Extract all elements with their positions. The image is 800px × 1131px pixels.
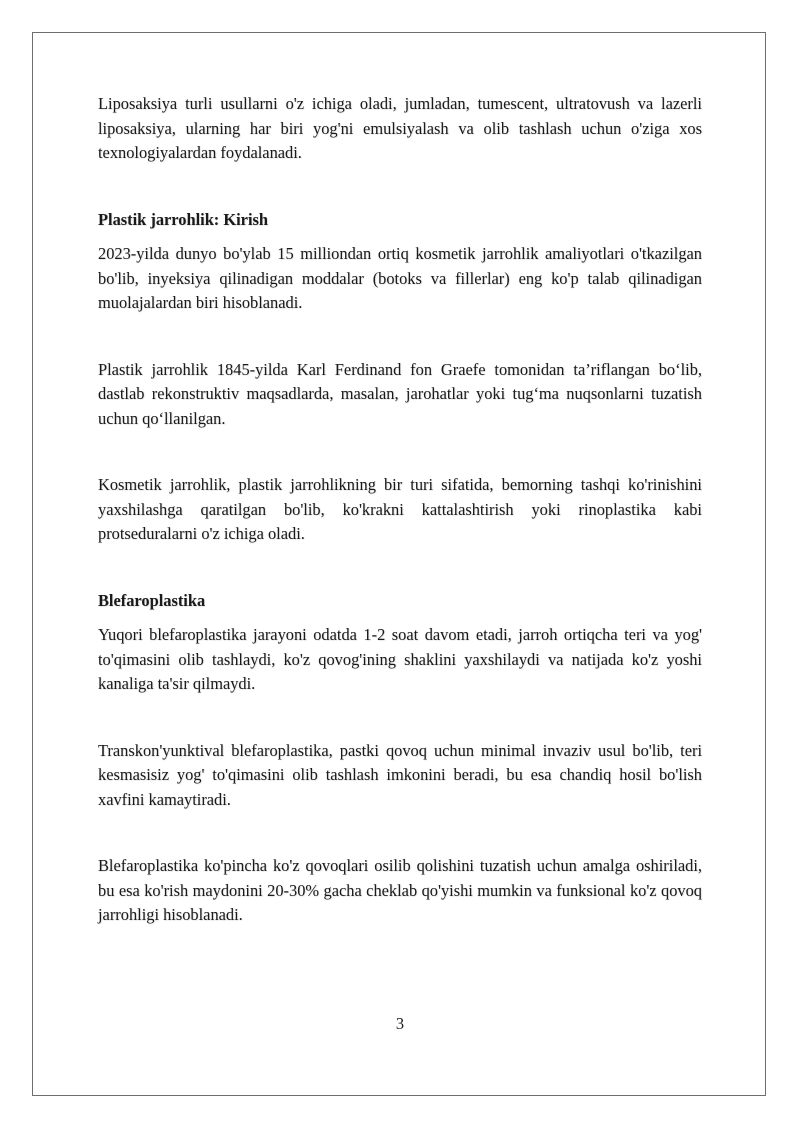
paragraph-liposuction-methods: Liposaksiya turli usullarni o'z ichiga oladi, jumladan, tumescent, ultratovush va lazerli liposaksiya, ularning har biri yog'ni emulsiyalash va olib tashlash uchun o'ziga xos texnologiyalardan foydalanadi. — [98, 94, 702, 162]
paragraph-functional-blepharoplasty: Blefaroplastika ko'pincha ko'z qovoqlari osilib qolishini tuzatish uchun amalga oshiriladi, bu esa ko'rish maydonini 20-30% gacha cheklab qo'yishi mumkin va funksional ko'z qovoq jarrohligi hisoblanadi. — [98, 856, 702, 924]
paragraph-plastic-surgery-history: Plastik jarrohlik 1845-yilda Karl Ferdinand fon Graefe tomonidan ta’riflangan bo‘lib, dastlab rekonstruktiv maqsadlarda, masalan, jarohatlar yoki tug‘ma nuqsonlarni tuzatish uchun qo‘llanilgan. — [98, 359, 702, 428]
paragraph-cosmetic-surgery-definition: Kosmetik jarrohlik, plastik jarrohlikning bir turi sifatida, bemorning tashqi ko'rinishini yaxshilashga qaratilgan bo'lib, ko'krakni kattalashtirish yoki rinoplastika kabi protseduralarni o'z ichiga oladi. — [98, 475, 702, 543]
page-number: 3 — [395, 1014, 405, 1033]
heading-blepharoplasty: Blefaroplastika — [98, 590, 206, 610]
paragraph-cosmetic-surgery-stats: 2023-yilda dunyo bo'ylab 15 milliondan ortiq kosmetik jarrohlik amaliyotlari o'tkazilgan bo'lib, inyeksiya qilinadigan moddalar (botoks va fillerlar) eng ko'p talab qilinadigan muolajalardan biri hisoblanadi. — [98, 244, 702, 312]
paragraph-transconjunctival-blepharoplasty: Transkon'yunktival blefaroplastika, pastki qovoq uchun minimal invaziv usul bo'lib, teri kesmasisiz yog' to'qimasini olib tashlash imkonini beradi, bu esa chandiq hosil bo'lish xavfini kamaytiradi. — [98, 740, 702, 809]
heading-plastic-surgery-intro: Plastik jarrohlik: Kirish — [98, 209, 268, 229]
paragraph-upper-blepharoplasty: Yuqori blefaroplastika jarayoni odatda 1-2 soat davom etadi, jarroh ortiqcha teri va yog' to'qimasini olib tashlaydi, ko'z qovog'ining shaklini yaxshilaydi va natijada ko'z yoshi kanaliga ta'sir qilmaydi. — [98, 625, 702, 693]
page-content — [98, 92, 702, 928]
